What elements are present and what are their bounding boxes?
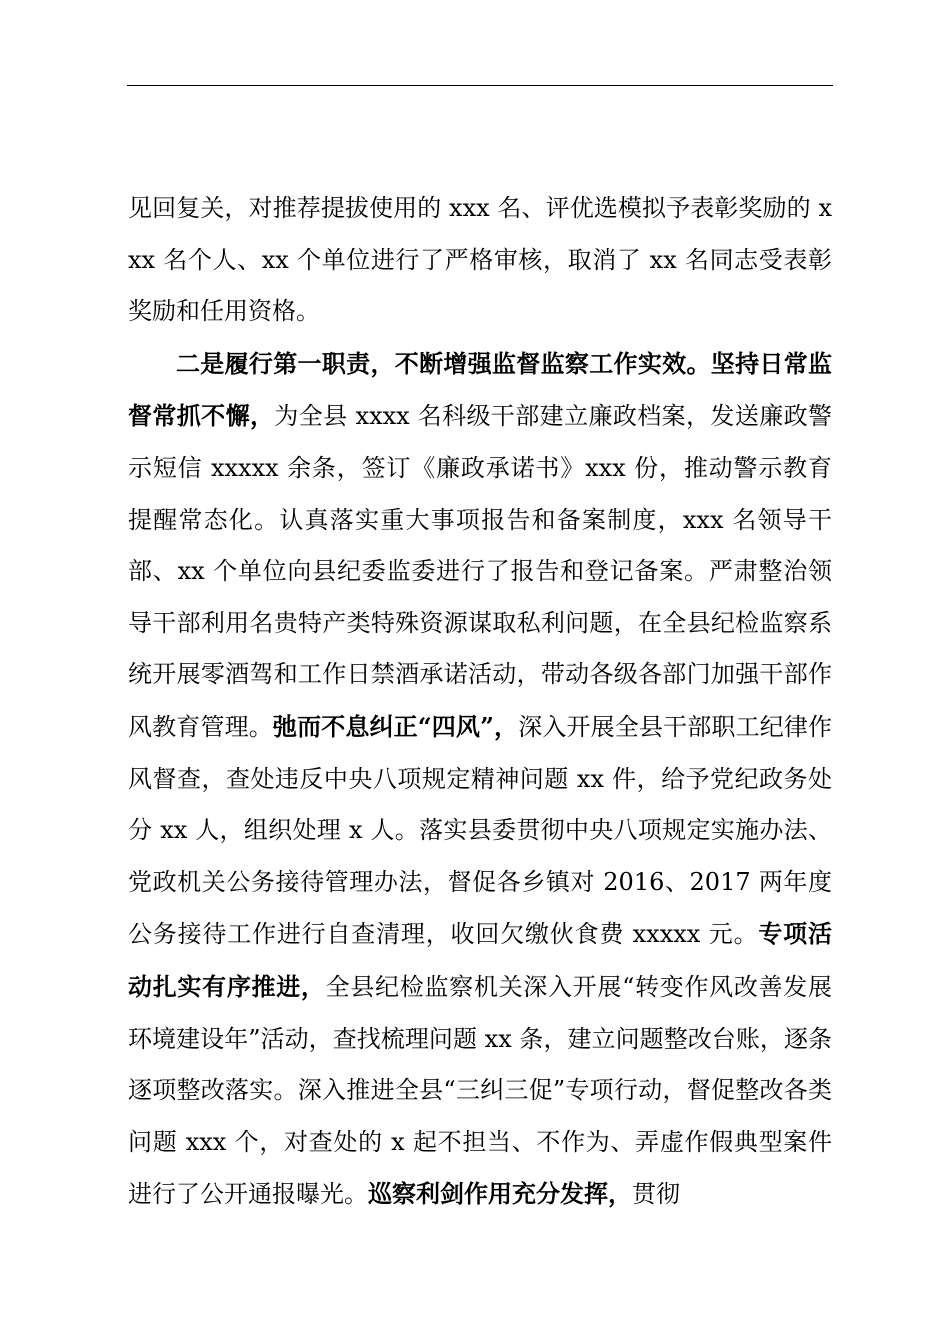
paragraph-continuation: 见回复关，对推荐提拔使用的 xxx 名、评优选模拟予表彰奖励的 xxx 名个人、xx 个单位进行了严格审核，取消了 xx 名同志受表彰奖励和任用资格。 (128, 194, 832, 326)
section-heading: 二是履行第一职责，不断增强监督监察工作实效。 (176, 348, 711, 378)
bold-lead-four-winds: 弛而不息纠正“四风”， (272, 711, 519, 741)
bold-lead-special-activity: 专项活动扎实有序推进， (128, 919, 832, 1001)
document-body (128, 183, 832, 1221)
paragraph-text: 贯彻 (632, 1180, 680, 1209)
paragraph-text: 为全县 xxxx 名科级干部建立廉政档案，发送廉政警示短信 xxxxx 余条，签订《廉政承诺书》xxx 份，推动警示教育提醒常态化。认真落实重大事项报告和备案制度，xxx 名领导干部、xx 个单位向县纪委监委进行了报告和登记备案。严肃整治领导干部利用名贵特产类特殊资源谋取私利问题，在全县纪检监察系统开展零酒驾和工作日禁酒承诺活动，带动各级各部门加强干部作风教育管理。 (128, 402, 832, 741)
header-rule (127, 85, 833, 86)
paragraph-supervision (128, 338, 832, 1221)
paragraph-text: 深入开展全县干部职工纪律作风督查，查处违反中央八项规定精神问题 xx 件，给予党纪政务处分 xx 人，组织处理 x 人。落实县委贯彻中央八项规定实施办法、党政机关公务接待管理办法，督促各乡镇对 2016、2017 两年度公务接待工作进行自查清理，收回欠缴伙食费 xxxxx 元。 (128, 712, 833, 949)
bold-lead-inspection: 巡察利剑作用充分发挥， (368, 1179, 632, 1209)
bold-lead-daily-supervision: 坚持日常监督常抓不懈， (128, 348, 833, 431)
paragraph-text: 全县纪检监察机关深入开展“转变作风改善发展环境建设年”活动，查找梳理问题 xx 条，建立问题整改台账，逐条逐项整改落实。深入推进全县“三纠三促”专项行动，督促整改各类问题 xxx 个，对查处的 x 起不担当、不作为、弄虚作假典型案件进行了公开通报曝光。 (128, 972, 832, 1209)
